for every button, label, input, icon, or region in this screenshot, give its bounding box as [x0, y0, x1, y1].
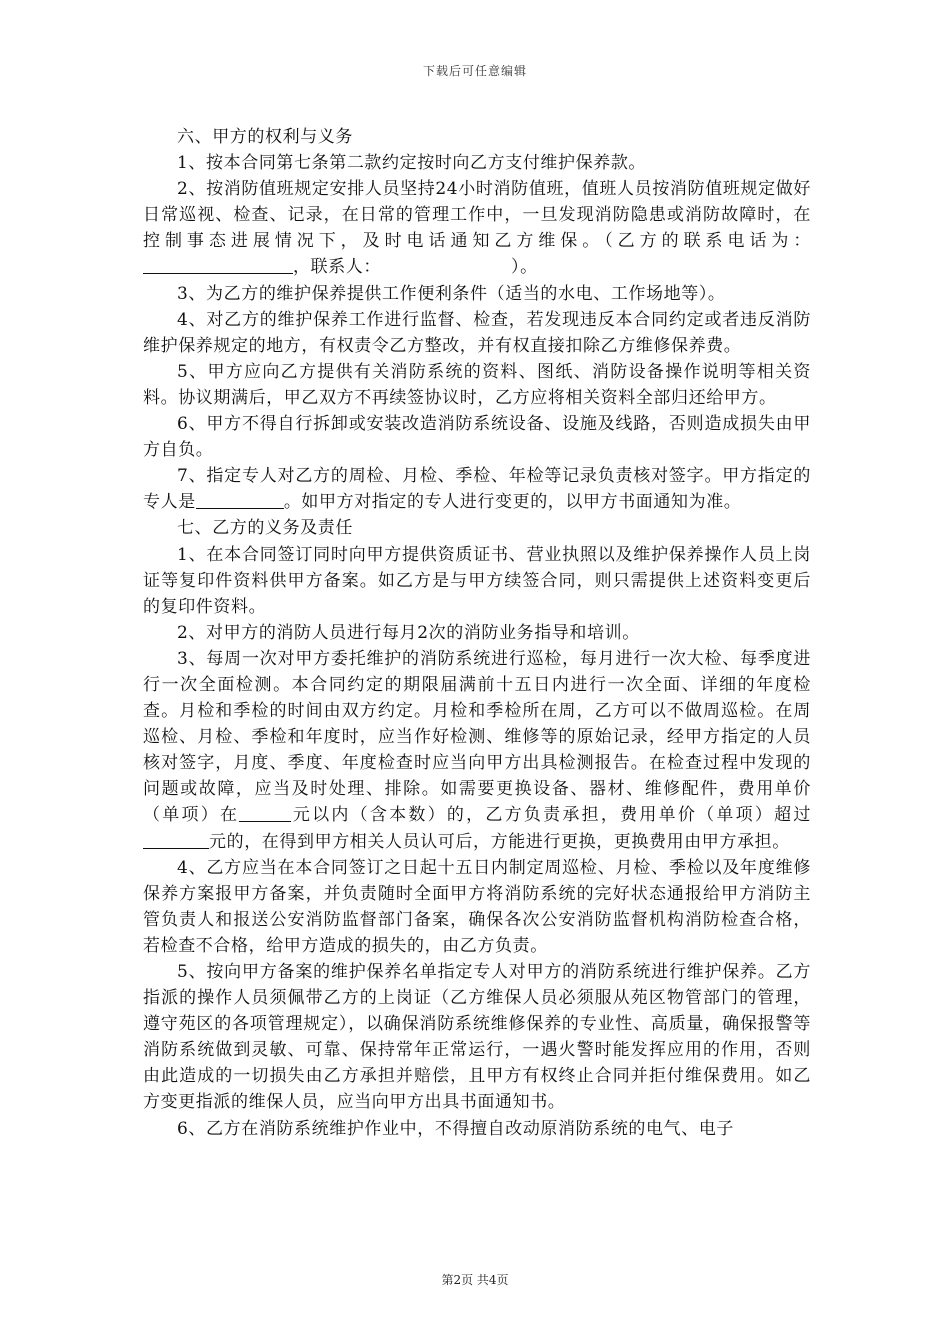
item-7-text-b: 。如甲方对指定的专人进行变更的，以甲方书面通知为准。 [283, 492, 742, 513]
item-2-text-a: 2、按消防值班规定安排人员坚持24小时消防值班，值班人员按消防值班规定做好日常巡视、检查、记录，在日常的管理工作中，一旦发现消防隐患或消防故障时，在控制事态进展情况下，及时电话通知乙方维保。（乙方的联系电话为： [143, 179, 811, 252]
section-7-item-1: 1、在本合同签订同时向甲方提供资质证书、营业执照以及维护保养操作人员上岗证等复印件资料供甲方备案。如乙方是与甲方续签合同，则只需提供上述资料变更后的复印件资料。 [143, 544, 811, 617]
section-7-item-6: 6、乙方在消防系统维护作业中，不得擅自改动原消防系统的电气、电子 [177, 1118, 735, 1139]
section-6-item-3: 3、为乙方的维护保养提供工作便利条件（适当的水电、工作场地等）。 [177, 283, 726, 304]
contact-blank[interactable] [381, 256, 511, 274]
section-7-item-3 [143, 646, 811, 855]
section-6-item-6: 6、甲方不得自行拆卸或安装改造消防系统设备、设施及线路，否则造成损失由甲方自负。 [143, 414, 811, 461]
item-3-text-c: 元的，在得到甲方相关人员认可后，方能进行更换，更换费用由甲方承担。 [209, 831, 790, 852]
section-6-item-1: 1、按本合同第七条第二款约定按时向乙方支付维护保养款。 [177, 153, 647, 174]
unit-price-limit-blank[interactable] [239, 803, 291, 822]
section-7-item-5: 5、按向甲方备案的维护保养名单指定专人对甲方的消防系统进行维护保养。乙方指派的操作人员须佩带乙方的上岗证（乙方维保人员必须服从苑区物管部门的管理，遵守苑区的各项管理规定），以确保消防系统维修保养的专业性、高质量，确保报警等消防系统做到灵敏、可靠、保持常年正常运行，一遇火警时能发挥应用的作用，否则由此造成的一切损失由乙方承担并赔偿，且甲方有权终止合同并拒付维保费用。如乙方变更指派的维保人员，应当向甲方出具书面通知书。 [143, 962, 811, 1113]
unit-price-exceed-blank[interactable] [143, 830, 209, 849]
section-6-item-5: 5、甲方应向乙方提供有关消防系统的资料、图纸、消防设备操作说明等相关资料。协议期满后，甲乙双方不再续签协议时，乙方应将相关资料全部归还给甲方。 [143, 361, 811, 408]
section-6-title: 六、甲方的权利与义务 [177, 127, 353, 147]
section-6-item-7 [143, 463, 811, 515]
phone-blank[interactable] [143, 255, 293, 274]
item-2-text-b: ，联系人： [293, 257, 381, 278]
section-6-item-2 [143, 176, 811, 280]
section-6-item-4: 4、对乙方的维护保养工作进行监督、检查，若发现违反本合同约定或者违反消防维护保养规定的地方，有权责令乙方整改，并有权直接扣除乙方维修保养费。 [143, 309, 811, 356]
section-7-item-2: 2、对甲方的消防人员进行每月2次的消防业务指导和培训。 [177, 622, 640, 643]
document-body [143, 124, 811, 1142]
section-7-item-4: 4、乙方应当在本合同签订之日起十五日内制定周巡检、月检、季检以及年度维修保养方案报甲方备案，并负责随时全面甲方将消防系统的完好状态通报给甲方消防主管负责人和报送公安消防监督部门备案，确保各次公安消防监督机构消防检查合格，若检查不合格，给甲方造成的损失的，由乙方负责。 [143, 857, 811, 956]
item-3-text-a: 3、每周一次对甲方委托维护的消防系统进行巡检，每月进行一次大检、每季度进行一次全面检测。本合同约定的期限届满前十五日内进行一次全面、详细的年度检查。月检和季检的时间由双方约定。月检和季检所在周，乙方可以不做周巡检。在周巡检、月检、季检和年度时，应当作好检测、维修等的原始记录，经甲方指定的人员核对签字，月度、季度、年度检查时应当向甲方出具检测报告。在检查过程中发现的问题或故障，应当及时处理、排除。如需要更换设备、器材、维修配件，费用单价（单项）在 [143, 648, 811, 826]
designee-blank[interactable] [196, 490, 284, 509]
item-2-text-c: ）。 [511, 257, 538, 278]
page-number: 第2页 共4页 [441, 1273, 509, 1287]
item-3-text-b: 元以内（含本数）的，乙方负责承担，费用单价（单项）超过 [291, 805, 811, 826]
section-7-title: 七、乙方的义务及责任 [177, 518, 353, 539]
item-7-text-a: 7、指定专人对乙方的周检、月检、季检、年检等记录负责核对签字。甲方指定的专人是 [143, 466, 811, 513]
page-header-note: 下载后可任意编辑 [422, 64, 527, 78]
